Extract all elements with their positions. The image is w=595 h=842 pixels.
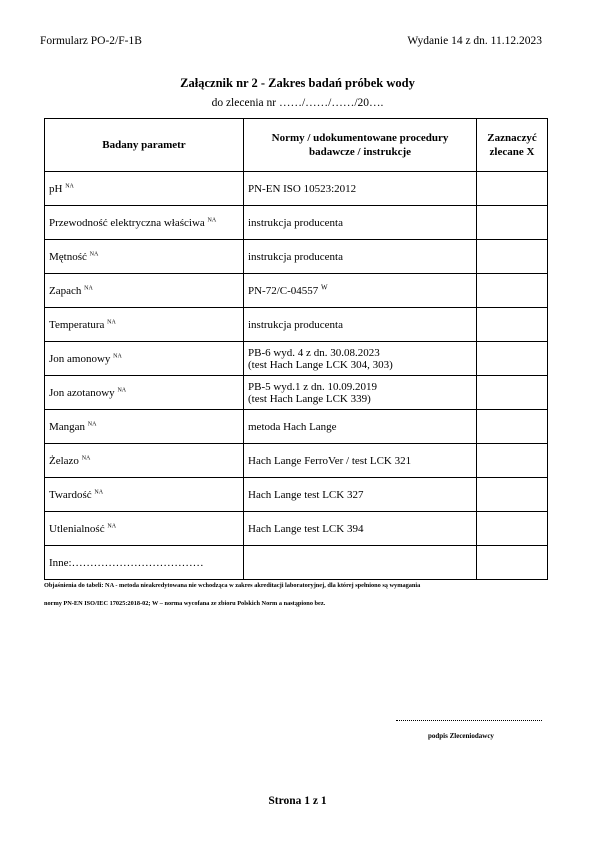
norm-cell	[244, 478, 477, 512]
na-marker: NA	[207, 216, 217, 223]
norm-cell	[244, 410, 477, 444]
na-marker: NA	[107, 522, 117, 529]
mark-checkbox-cell[interactable]	[477, 206, 548, 240]
param-label: Inne:………………………………	[49, 556, 204, 569]
na-marker: NA	[107, 318, 116, 325]
mark-checkbox-cell[interactable]	[477, 410, 548, 444]
norm-cell	[244, 512, 477, 546]
param-label: Utlenialność	[49, 522, 105, 535]
na-marker: NA	[113, 352, 122, 359]
header-norms: Normy / udokumentowane procedury badawcze / instrukcje	[244, 119, 477, 172]
norm-label: metoda Hach Lange	[248, 420, 337, 433]
norm-cell	[244, 376, 477, 410]
param-cell	[45, 444, 244, 478]
na-marker: NA	[117, 386, 127, 393]
norm-cell	[244, 172, 477, 206]
param-label: pH	[49, 182, 63, 195]
norm-label: PN-72/C-04557	[248, 284, 319, 297]
norm-cell	[244, 444, 477, 478]
norm-label-secondary: (test Hach Lange LCK 339)	[248, 392, 371, 405]
norm-label: PB-6 wyd. 4 z dn. 30.08.2023	[248, 346, 380, 359]
table-row	[45, 410, 548, 444]
norm-label: Hach Lange test LCK 327	[248, 488, 364, 501]
na-marker: NA	[65, 182, 74, 189]
param-label: Przewodność elektryczna właściwa	[49, 216, 205, 229]
signature-label: podpis Zleceniodawcy	[428, 732, 494, 740]
norm-label: Hach Lange test LCK 394	[248, 522, 364, 535]
header-mark: Zaznaczyć zlecane X	[477, 119, 548, 172]
norm-label-secondary: (test Hach Lange LCK 304, 303)	[248, 358, 393, 371]
table-row	[45, 376, 548, 410]
footnote-line-1: Objaśnienia do tabeli: NA - metoda nieakredytowana nie wchodząca w zakres akreditacji laboratoryjnej, dla której spełniono są wymagania	[44, 582, 421, 589]
table-row	[45, 274, 548, 308]
norm-label: instrukcja producenta	[248, 318, 343, 331]
norm-cell	[244, 240, 477, 274]
na-marker: NA	[84, 284, 93, 291]
header-param: Badany parametr	[45, 119, 244, 172]
na-marker: NA	[81, 454, 91, 461]
mark-checkbox-cell[interactable]	[477, 172, 548, 206]
param-label: Jon amonowy	[49, 352, 111, 365]
table-row	[45, 512, 548, 546]
param-label: Twardość	[49, 488, 92, 501]
signature-line	[396, 712, 542, 721]
norm-cell	[244, 308, 477, 342]
param-label: Temperatura	[49, 318, 105, 331]
param-cell	[45, 478, 244, 512]
param-cell	[45, 342, 244, 376]
order-number-line: do zlecenia nr ……/……/……/20….	[211, 97, 384, 109]
na-marker: NA	[94, 488, 104, 495]
norm-label: instrukcja producenta	[248, 216, 343, 229]
na-marker: NA	[89, 250, 99, 257]
mark-checkbox-cell[interactable]	[477, 546, 548, 580]
param-label: Mangan	[49, 420, 86, 433]
mark-checkbox-cell[interactable]	[477, 240, 548, 274]
norm-cell	[244, 274, 477, 308]
norm-label: Hach Lange FerroVer / test LCK 321	[248, 454, 412, 467]
norm-cell	[244, 206, 477, 240]
mark-checkbox-cell[interactable]	[477, 478, 548, 512]
param-label: Żelazo	[49, 454, 79, 467]
na-marker: NA	[87, 420, 97, 427]
mark-checkbox-cell[interactable]	[477, 512, 548, 546]
parameters-table	[44, 118, 548, 580]
form-id: Formularz PO-2/F-1B	[40, 35, 142, 47]
table-row	[45, 478, 548, 512]
param-cell	[45, 308, 244, 342]
mark-checkbox-cell[interactable]	[477, 376, 548, 410]
mark-checkbox-cell[interactable]	[477, 274, 548, 308]
param-cell	[45, 206, 244, 240]
page-number: Strona 1 z 1	[268, 795, 327, 807]
table-row	[45, 172, 548, 206]
param-cell	[45, 546, 244, 580]
table-row	[45, 206, 548, 240]
norm-cell	[244, 546, 477, 580]
param-cell	[45, 240, 244, 274]
norm-label: instrukcja producenta	[248, 250, 343, 263]
mark-checkbox-cell[interactable]	[477, 342, 548, 376]
norm-label: PN-EN ISO 10523:2012	[248, 182, 357, 195]
param-label: Mętność	[49, 250, 87, 263]
table-row	[45, 546, 548, 580]
table-row	[45, 444, 548, 478]
table-row	[45, 308, 548, 342]
param-cell	[45, 512, 244, 546]
param-label: Jon azotanowy	[49, 386, 115, 399]
table-header-row	[45, 119, 548, 172]
mark-checkbox-cell[interactable]	[477, 308, 548, 342]
param-label: Zapach	[49, 284, 82, 297]
norm-cell	[244, 342, 477, 376]
table-row	[45, 240, 548, 274]
norm-label: PB-5 wyd.1 z dn. 10.09.2019	[248, 380, 377, 393]
withdrawn-marker: W	[321, 282, 328, 291]
mark-checkbox-cell[interactable]	[477, 444, 548, 478]
param-cell	[45, 376, 244, 410]
param-cell	[45, 172, 244, 206]
footnote	[44, 577, 554, 613]
param-cell	[45, 410, 244, 444]
table-row	[45, 342, 548, 376]
edition-date: Wydanie 14 z dn. 11.12.2023	[407, 35, 542, 47]
param-cell	[45, 274, 244, 308]
footnote-line-2: normy PN-EN ISO/IEC 17025:2018-02; W – norma wycofana ze zbioru Polskich Norm a nastąpiono bez.	[44, 600, 326, 607]
document-title: Załącznik nr 2 - Zakres badań próbek wody	[180, 76, 415, 90]
